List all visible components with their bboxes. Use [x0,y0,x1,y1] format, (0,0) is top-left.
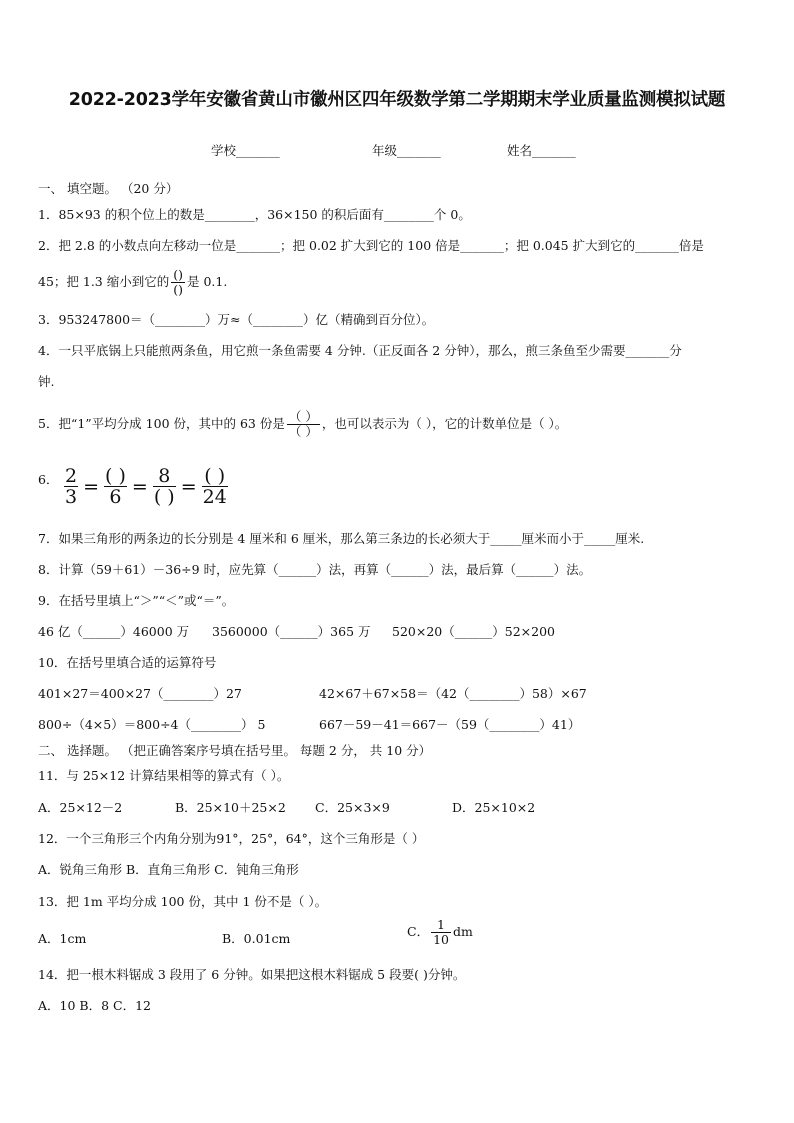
question-9-item-a: 46 亿（______）46000 万 [38,624,190,639]
q6-num-2: ( ) [105,465,126,487]
q6-den-4: 24 [202,486,227,508]
q6-den-2: 6 [109,486,122,508]
q6-num-4: ( ) [202,466,228,487]
q2-fraction-numerator: () [173,267,183,282]
question-8: 8．计算（59＋61）－36÷9 时，应先算（______）法，再算（______）法，最后算（______）法。 [38,562,592,577]
question-13-option-a: A．1cm [38,931,87,946]
question-4-line-1: 4．一只平底锅上只能煎两条鱼，用它煎一条鱼需要 4 分钟.（正反面各 2 分钟），那么，煎三条鱼至少需要_______分 [38,343,682,358]
question-11-option-a: A．25×12－2 [38,800,123,815]
question-11: 11．与 25×12 计算结果相等的算式有（ ）。 [38,768,290,783]
q6-fraction-2 [104,466,127,507]
q6-equals-2: = [131,475,148,498]
name-field: 姓名_______ [507,143,576,158]
question-3: 3．953247800＝（________）万≈（________）亿（精确到百分位）。 [38,312,435,327]
q5-fraction [287,410,320,439]
q6-num-3: 8 [153,466,176,487]
q6-fraction-3 [153,466,176,507]
q5-fraction-numerator: （ ） [288,409,318,424]
question-14: 14．把一根木料锯成 3 段用了 6 分钟。如果把这根木料锯成 5 段要( )分钟。 [38,967,466,982]
q2-fraction-denominator: () [173,282,183,297]
q13c-denominator: 10 [433,932,449,947]
question-10-item-a: 401×27＝400×27（________）27 [38,686,242,701]
q13c-label: C． [407,924,430,939]
question-9-item-c: 520×20（______）52×200 [392,624,555,639]
q13c-unit: dm [452,924,473,939]
question-13: 13．把 1m 平均分成 100 份，其中 1 份不是（ ）。 [38,894,328,909]
grade-field: 年级_______ [372,143,441,158]
q6-den-1: 3 [65,486,78,508]
question-9: 9．在括号里填上“＞”“＜”或“＝”。 [38,593,235,608]
q6-num-1: 2 [65,465,78,487]
question-11-option-b: B．25×10＋25×2 [175,800,286,815]
exam-title: 2022-2023学年安徽省黄山市徽州区四年级数学第二学期期末学业质量监测模拟试题 [68,90,726,110]
question-10-item-c: 800÷（4×5）＝800÷4（________） 5 [38,717,266,732]
question-1: 1．85×93 的积个位上的数是________，36×150 的积后面有________个 0。 [38,207,471,222]
question-4-line-2: 钟. [38,374,55,389]
q5-text-after: ，也可以表示为（ ），它的计数单位是（ ）。 [321,416,568,431]
q6-fraction-1 [64,466,78,507]
question-6-label: 6． [38,472,59,487]
question-7: 7．如果三角形的两条边的长分别是 4 厘米和 6 厘米，那么第三条边的长必须大于_____厘米而小于_____厘米. [38,531,645,546]
q6-den-3: ( ) [153,486,175,508]
school-field: 学校_______ [211,143,280,158]
question-2-line-1: 2．把 2.8 的小数点向左移动一位是_______；把 0.02 扩大到它的 100 倍是_______；把 0.045 扩大到它的_______倍是 [38,238,704,253]
question-6-equation [62,466,230,507]
section-1-heading: 一、 填空题。 （20 分） [38,181,179,196]
q13c-fraction [431,918,451,947]
question-11-option-d: D．25×10×2 [452,800,536,815]
question-12: 12．一个三角形三个内角分别为91°，25°，64°，这个三角形是（ ） [38,831,425,846]
q2-fraction [171,268,185,297]
q6-equals-3: = [180,475,197,498]
q6-equals-1: = [83,475,100,498]
question-12-options: A．锐角三角形 B．直角三角形 C．钝角三角形 [38,862,299,877]
question-11-option-c: C．25×3×9 [315,800,390,815]
section-2-heading: 二、 选择题。 （把正确答案序号填在括号里。 每题 2 分， 共 10 分） [38,743,432,758]
q2-text-before: 45；把 1.3 缩小到它的 [38,274,170,289]
question-10-item-b: 42×67＋67×58＝（42（________）58）×67 [319,686,587,701]
question-9-item-b: 3560000（______）365 万 [212,624,371,639]
q6-fraction-4 [202,466,228,507]
question-10: 10．在括号里填合适的运算符号 [38,655,217,670]
question-10-item-d: 667－59－41＝667－（59（________）41） [319,717,581,732]
question-2-line-2 [38,268,227,297]
question-13-option-c [407,918,473,947]
q5-fraction-denominator: （ ） [288,424,318,439]
question-13-option-b: B．0.01cm [222,931,291,946]
question-5 [38,410,567,439]
question-14-options: A．10 B．8 C．12 [38,998,151,1013]
q5-text-before: 5．把“1”平均分成 100 份，其中的 63 份是 [38,416,285,431]
q2-text-after: 是 0.1. [187,274,228,289]
q13c-numerator: 1 [431,918,451,933]
